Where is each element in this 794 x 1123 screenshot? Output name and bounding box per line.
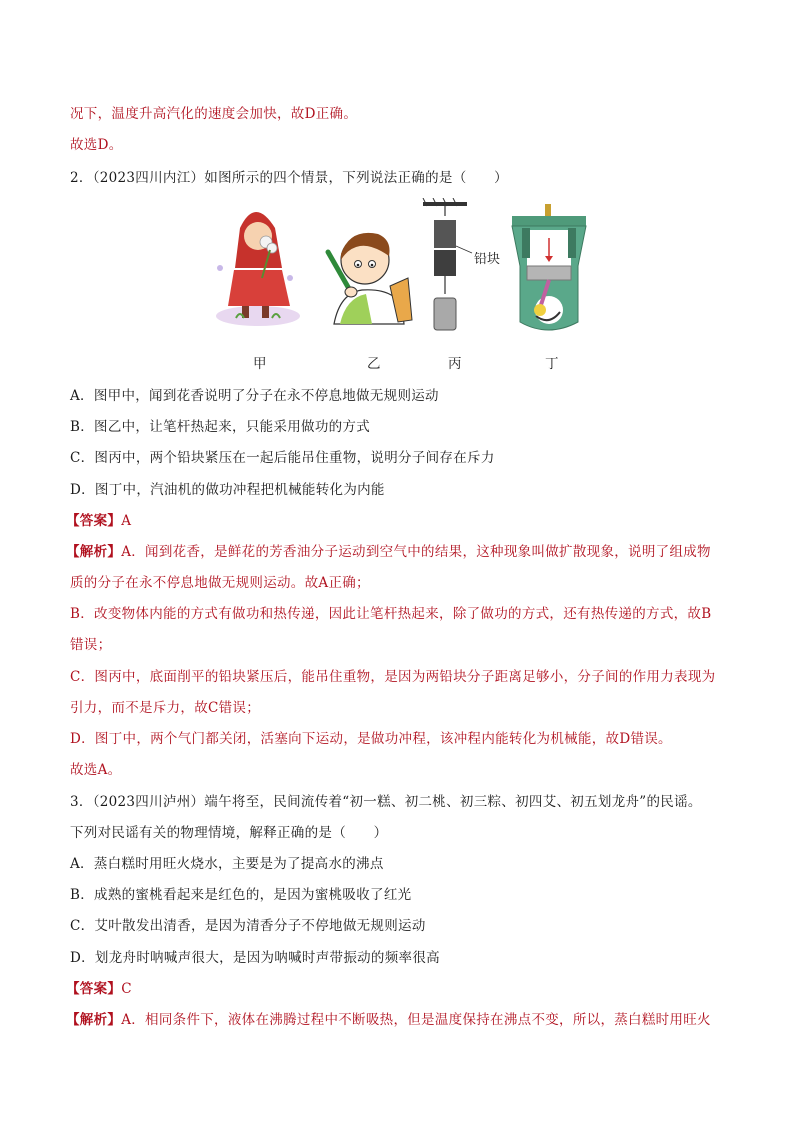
q1-conclusion: 故选D。: [70, 137, 123, 153]
analysis-text: A．闻到花香，是鲜花的芳香油分子运动到空气中的结果，这种现象叫做扩散现象，说明了组成物: [121, 544, 711, 560]
q2-analysis-line5: C．图丙中，底面削平的铅块紧压后，能吊住重物，是因为两铅块分子距离足够小，分子间的作用力表现为: [70, 669, 716, 685]
lead-block-label: 铅块: [474, 252, 501, 267]
q3-option-d: D．划龙舟时呐喊声很大，是因为呐喊时声带振动的频率很高: [70, 950, 440, 966]
q2-option-d: D．图丁中，汽油机的做功冲程把机械能转化为内能: [70, 482, 385, 498]
q3-option-c: C．艾叶散发出清香，是因为清香分子不停地做无规则运动: [70, 918, 426, 934]
q2-figure: [0, 198, 794, 373]
caption-ding: 丁: [545, 356, 559, 372]
q2-option-b: B．图乙中，让笔杆热起来，只能采用做功的方式: [70, 419, 371, 435]
q2-analysis-line7: D．图丁中，两个气门都关闭，活塞向下运动，是做功冲程，该冲程内能转化为机械能，故D错误。: [70, 731, 672, 747]
q2-figure-drawing: [0, 198, 794, 348]
q3-analysis-line1: [66, 1008, 711, 1028]
caption-jia: 甲: [253, 356, 267, 372]
engine-cylinder-image: [512, 204, 586, 330]
boy-with-pencil-image: [328, 233, 412, 324]
answer-heading: 【答案】: [66, 513, 122, 529]
answer-heading: 【答案】: [66, 981, 122, 997]
girl-smelling-flowers-image: [216, 212, 300, 326]
answer-value: A: [121, 513, 132, 529]
q2-answer: [66, 509, 131, 529]
q2-stem: 2．（2023四川内江）如图所示的四个情景，下列说法正确的是（ ）: [70, 170, 508, 186]
analysis-heading: 【解析】: [66, 544, 122, 560]
q2-analysis-line4: 错误；: [70, 637, 112, 653]
q3-option-b: B．成熟的蜜桃看起来是红色的，是因为蜜桃吸收了红光: [70, 887, 412, 903]
caption-yi: 乙: [367, 356, 381, 372]
q3-option-a: A．蒸白糕时用旺火烧水，主要是为了提高水的沸点: [70, 856, 384, 872]
caption-bing: 丙: [448, 356, 462, 372]
q2-option-a: A．图甲中，闻到花香说明了分子在永不停息地做无规则运动: [70, 388, 439, 404]
q2-analysis-line1: [66, 540, 711, 560]
q2-option-c: C．图丙中，两个铅块紧压在一起后能吊住重物，说明分子间存在斥力: [70, 450, 495, 466]
q2-analysis-line6: 引力，而不是斥力，故C错误；: [70, 700, 261, 716]
q2-conclusion: 故选A。: [70, 762, 122, 778]
q2-analysis-line2: 质的分子在永不停息地做无规则运动。故A正确；: [70, 575, 370, 591]
analysis-text: A．相同条件下，液体在沸腾过程中不断吸热，但是温度保持在沸点不变，所以，蒸白糕时用旺火: [121, 1012, 711, 1028]
analysis-heading: 【解析】: [66, 1012, 122, 1028]
q3-answer: [66, 977, 132, 997]
q1-tail-line1: 况下，温度升高汽化的速度会加快，故D正确。: [70, 106, 358, 122]
q2-analysis-line3: B．改变物体内能的方式有做功和热传递，因此让笔杆热起来，除了做功的方式，还有热传递的方式，故B: [70, 606, 712, 622]
lead-blocks-image: [423, 198, 472, 330]
q3-stem-line1: 3．（2023四川泸州）端午将至，民间流传着“初一糕、初二桃、初三粽、初四艾、初五划龙舟”的民谣。: [70, 794, 702, 810]
answer-value: C: [121, 981, 132, 997]
q3-stem-line2: 下列对民谣有关的物理情境，解释正确的是（ ）: [70, 825, 388, 841]
